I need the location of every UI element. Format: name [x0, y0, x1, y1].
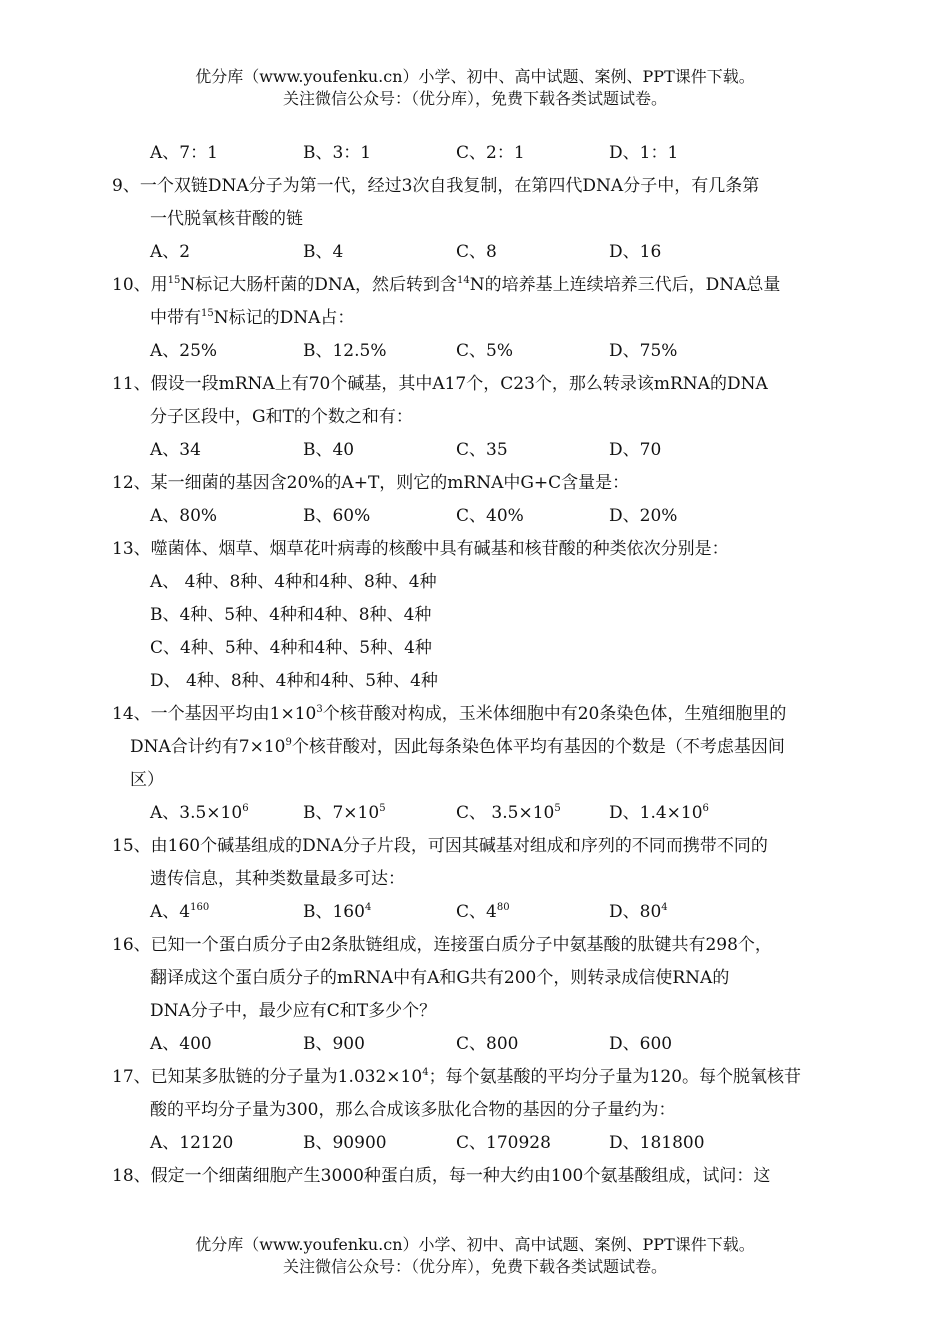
q14-option-b-text: B、7×10	[303, 803, 380, 823]
q9-option-d: D、16	[609, 242, 662, 262]
q15-option-a-text: A、4	[150, 902, 191, 922]
q8-option-d: D、1：1	[609, 143, 679, 163]
q12-option-c: C、40%	[456, 506, 524, 526]
q15-option-b-sup: 4	[364, 902, 372, 913]
q15-stem-2: 遗传信息，其种类数量最多可达：	[150, 869, 405, 889]
q11-stem-2: 分子区段中，G和T的个数之和有：	[150, 407, 413, 427]
header-line-2: 关注微信公众号：（优分库），免费下载各类试题试卷。	[282, 89, 667, 108]
q17-stem-1	[0, 1061, 950, 1094]
q10-option-c: C、5%	[456, 341, 513, 361]
q12-stem-1: 12、某一细菌的基因含20%的A+T，则它的mRNA中G+C含量是：	[112, 473, 630, 493]
q17-option-d: D、181800	[609, 1133, 705, 1153]
q16-option-a: A、400	[150, 1034, 212, 1054]
q9-option-b: B、4	[303, 242, 344, 262]
q11-option-c: C、35	[456, 440, 508, 460]
q13-option-b: B、4种、5种、4种和4种、8种、4种	[150, 605, 432, 625]
q15-option-d	[609, 896, 668, 929]
q12-option-d: D、20%	[609, 506, 678, 526]
q14-option-b-sup: 5	[379, 803, 386, 814]
page-header	[0, 66, 950, 110]
q8-option-a: A、7：1	[150, 143, 218, 163]
q13-option-d: D、 4种、8种、4种和4种、5种、4种	[150, 671, 438, 691]
q15-option-b-text: B、160	[303, 902, 365, 922]
q9-option-c: C、8	[456, 242, 497, 262]
q9-stem-1: 9、一个双链DNA分子为第一代，经过3次自我复制，在第四代DNA分子中，有几条第	[112, 176, 760, 196]
q14-text-1: 14、一个基因平均由1×10	[112, 704, 317, 724]
q13-stem-1: 13、噬菌体、烟草、烟草花叶病毒的核酸中具有碱基和核苷酸的种类依次分别是：	[112, 539, 729, 559]
q8-options	[0, 137, 950, 170]
q15-option-c-sup: 80	[496, 902, 510, 913]
q12-option-a: A、80%	[150, 506, 218, 526]
q14-option-a-text: A、3.5×10	[150, 803, 243, 823]
q10-text-5: N标记的DNA占：	[213, 308, 355, 328]
q14-text-3: DNA合计约有7×10	[130, 737, 286, 757]
q10-option-b: B、12.5%	[303, 341, 387, 361]
q16-option-b: B、900	[303, 1034, 365, 1054]
q11-option-b: B、40	[303, 440, 355, 460]
q17-text-1: 17、已知某多肽链的分子量为1.032×10	[112, 1067, 423, 1087]
q10-sup-2: 14	[457, 275, 470, 286]
q15-stem-1: 15、由160个碱基组成的DNA分子片段，可因其碱基对组成和序列的不同而携带不同的	[112, 836, 768, 856]
q9-stem-2: 一代脱氧核苷酸的链	[150, 209, 303, 229]
q10-text-2: N标记大肠杆菌的DNA，然后转到含	[180, 275, 458, 295]
q8-option-c: C、2：1	[456, 143, 525, 163]
question-list	[0, 137, 950, 1193]
q15-option-c	[456, 896, 510, 929]
q14-sup-1: 3	[316, 704, 323, 715]
q17-stem-2: 酸的平均分子量为300，那么合成该多肽化合物的基因的分子量约为：	[150, 1100, 676, 1120]
q11-option-d: D、70	[609, 440, 662, 460]
q15-options	[0, 896, 950, 929]
q10-stem-2	[0, 302, 950, 335]
q10-text-1: 10、用	[112, 275, 168, 295]
page-footer	[0, 1234, 950, 1278]
q17-option-a: A、12120	[150, 1133, 234, 1153]
q8-option-b: B、3：1	[303, 143, 372, 163]
q17-option-c: C、170928	[456, 1133, 551, 1153]
q10-option-a: A、25%	[150, 341, 218, 361]
q14-option-b	[303, 797, 386, 830]
q14-option-a-sup: 6	[242, 803, 249, 814]
q11-stem-1: 11、假设一段mRNA上有70个碱基，其中A17个，C23个，那么转录该mRNA的DNA	[112, 374, 768, 394]
q16-stem-1: 16、已知一个蛋白质分子由2条肽链组成，连接蛋白质分子中氨基酸的肽键共有298个，	[112, 935, 772, 955]
q13-option-a: A、 4种、8种、4种和4种、8种、4种	[150, 572, 437, 592]
q16-options	[0, 1028, 950, 1061]
q10-option-d: D、75%	[609, 341, 678, 361]
q17-option-b: B、90900	[303, 1133, 387, 1153]
q14-option-c-text: C、 3.5×10	[456, 803, 555, 823]
q17-sup-1: 4	[422, 1067, 429, 1078]
q14-stem-1	[0, 698, 950, 731]
q10-stem-1	[0, 269, 950, 302]
q12-options	[0, 500, 950, 533]
q17-text-2: ；每个氨基酸的平均分子量为120。每个脱氧核苷	[428, 1067, 802, 1087]
q14-options	[0, 797, 950, 830]
q15-option-b	[303, 896, 371, 929]
q10-sup-1: 15	[167, 275, 181, 286]
q16-stem-3: DNA分子中，最少应有C和T多少个？	[150, 1001, 437, 1021]
q15-option-d-text: D、80	[609, 902, 662, 922]
q15-option-a-sup: 160	[190, 902, 210, 913]
q14-text-4: 个核苷酸对，因此每条染色体平均有基因的个数是（不考虑基因间	[291, 737, 785, 757]
q14-sup-2: 9	[285, 737, 292, 748]
q16-option-c: C、800	[456, 1034, 519, 1054]
q9-options	[0, 236, 950, 269]
header-line-1: 优分库（www.youfenku.cn）小学、初中、高中试题、案例、PPT课件下载。	[195, 67, 755, 86]
q11-options	[0, 434, 950, 467]
q14-option-c	[456, 797, 561, 830]
q10-options	[0, 335, 950, 368]
q15-option-c-text: C、4	[456, 902, 497, 922]
q10-sup-3: 15	[201, 308, 214, 319]
q14-option-d	[609, 797, 709, 830]
q15-option-a	[150, 896, 209, 929]
q16-stem-2: 翻译成这个蛋白质分子的mRNA中有A和G共有200个，则转录成信使RNA的	[150, 968, 730, 988]
q14-stem-2	[0, 731, 950, 764]
q18-stem-1: 18、假定一个细菌细胞产生3000种蛋白质，每一种大约由100个氨基酸组成，试问：这	[112, 1166, 771, 1186]
footer-line-1: 优分库（www.youfenku.cn）小学、初中、高中试题、案例、PPT课件下载。	[195, 1235, 755, 1254]
q14-stem-3: 区）	[130, 770, 164, 790]
footer-line-2: 关注微信公众号：（优分库），免费下载各类试题试卷。	[282, 1257, 667, 1276]
q15-option-d-sup: 4	[661, 902, 668, 913]
q14-option-d-sup: 6	[702, 803, 709, 814]
q13-option-c: C、4种、5种、4种和4种、5种、4种	[150, 638, 432, 658]
q14-text-2: 个核苷酸对构成，玉米体细胞中有20条染色体，生殖细胞里的	[322, 704, 787, 724]
q10-text-3: N的培养基上连续培养三代后，DNA总量	[469, 275, 781, 295]
q14-option-d-text: D、1.4×10	[609, 803, 703, 823]
q17-options	[0, 1127, 950, 1160]
q12-option-b: B、60%	[303, 506, 371, 526]
q11-option-a: A、34	[150, 440, 201, 460]
q14-option-a	[150, 797, 249, 830]
q9-option-a: A、2	[150, 242, 191, 262]
q14-option-c-sup: 5	[554, 803, 561, 814]
q16-option-d: D、600	[609, 1034, 673, 1054]
q10-text-4: 中带有	[150, 308, 201, 328]
